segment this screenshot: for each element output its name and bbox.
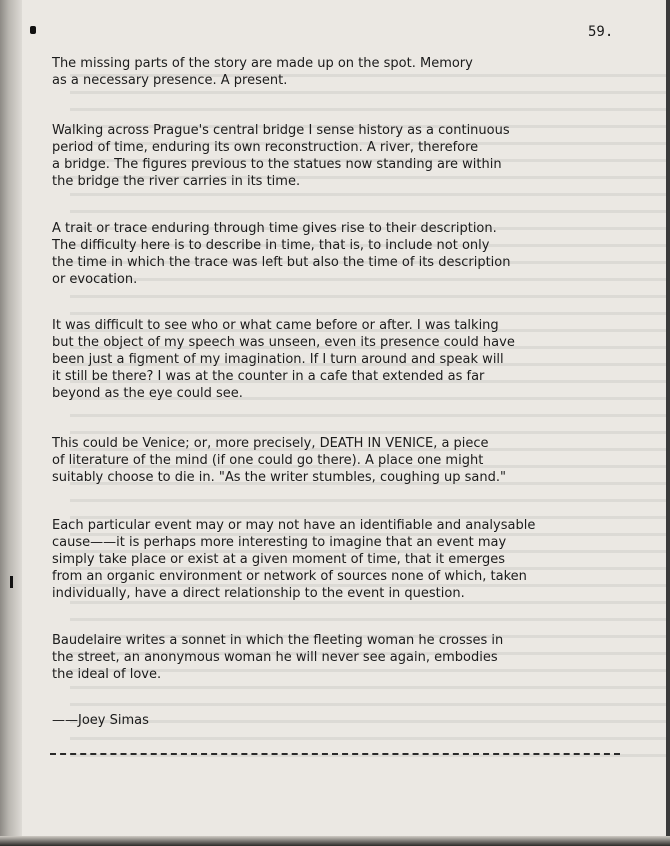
margin-mark [10, 576, 13, 588]
text-line: the street, an anonymous woman he will never see again, embodies [52, 650, 498, 665]
text-line: beyond as the eye could see. [52, 386, 243, 401]
text-line: simply take place or exist at a given moment of time, that it emerges [52, 552, 506, 567]
text-line: but the object of my speech was unseen, even its presence could have [52, 335, 515, 350]
paragraph-venice [52, 435, 652, 486]
text-line: of literature of the mind (if one could go there). A place one might [52, 453, 484, 468]
text-line: Each particular event may or may not have an identifiable and analysable [52, 518, 536, 533]
paragraph-memory [52, 55, 652, 89]
author-signature: ——Joey Simas [52, 713, 149, 728]
page-number: 59. [588, 24, 614, 40]
text-line: as a necessary presence. A present. [52, 73, 288, 88]
paragraph-trace [52, 220, 652, 288]
text-line: the ideal of love. [52, 667, 162, 682]
page-bottom-edge [0, 836, 670, 846]
page-right-edge [666, 0, 670, 846]
text-line: individually, have a direct relationship to the event in question. [52, 586, 465, 601]
text-line: the bridge the river carries in its time. [52, 174, 301, 189]
paragraph-prague [52, 122, 652, 190]
text-line: been just a figment of my imagination. If I turn around and speak will [52, 352, 504, 367]
text-line: the time in which the trace was left but also the time of its description [52, 255, 511, 270]
text-line: It was difficult to see who or what came before or after. I was talking [52, 318, 499, 333]
text-line: This could be Venice; or, more precisely, DEATH IN VENICE, a piece [52, 436, 489, 451]
text-line: cause——it is perhaps more interesting to imagine that an event may [52, 535, 507, 550]
text-line: or evocation. [52, 272, 138, 287]
binding-gutter [0, 0, 22, 846]
text-line: A trait or trace enduring through time gives rise to their description. [52, 221, 497, 236]
text-line: Baudelaire writes a sonnet in which the fleeting woman he crosses in [52, 633, 504, 648]
paragraph-cafe [52, 317, 652, 402]
text-line: a bridge. The figures previous to the statues now standing are within [52, 157, 502, 172]
ink-dot [30, 26, 36, 34]
paragraph-event [52, 517, 652, 602]
text-line: The missing parts of the story are made up on the spot. Memory [52, 56, 473, 71]
text-line: it still be there? I was at the counter in a cafe that extended as far [52, 369, 485, 384]
text-line: from an organic environment or network of sources none of which, taken [52, 569, 527, 584]
dashed-divider [50, 753, 620, 755]
text-line: suitably choose to die in. "As the writer stumbles, coughing up sand." [52, 470, 506, 485]
text-line: Walking across Prague's central bridge I sense history as a continuous [52, 123, 510, 138]
paragraph-baudelaire [52, 632, 652, 683]
text-line: period of time, enduring its own reconstruction. A river, therefore [52, 140, 479, 155]
text-line: The difficulty here is to describe in time, that is, to include not only [52, 238, 490, 253]
